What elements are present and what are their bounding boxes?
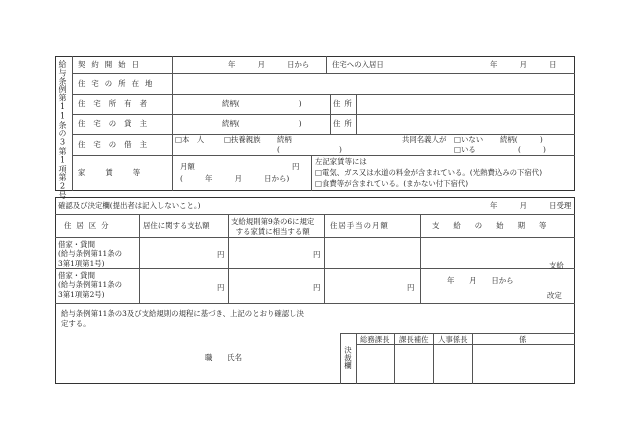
rent-period[interactable]: ( 年 月 日から)	[180, 174, 290, 183]
header-housing-category: 住居区分	[64, 221, 114, 230]
contract-start-date[interactable]: 年 月 日から	[228, 60, 310, 69]
approver-general-affairs-chief: 総務課長	[360, 335, 390, 344]
decision-statement: 給与条例第11条の3及び支給規則の規程に基づき、上記のとおり確認し決 定する。	[61, 309, 304, 328]
approval-seal-cell-4[interactable]	[473, 345, 574, 383]
approval-seal-cell-1[interactable]	[357, 345, 393, 383]
address-label: 住宅の所在地	[78, 79, 159, 88]
row2-allowance-yen: 円	[407, 283, 415, 292]
row1-payment-yen: 円	[217, 250, 225, 259]
cotenant-label: 共同名義人が	[402, 135, 447, 144]
owner-address-label: 住所	[333, 99, 356, 108]
rent-yen: 円	[292, 162, 300, 171]
received-date[interactable]: 年 月 日受理	[490, 201, 572, 210]
meals-included-checkbox[interactable]: □食費等が含まれている。(まかない付下宿代)	[315, 179, 469, 188]
regulation-side-label: 給与条例第11条の3第1項第2号	[58, 60, 67, 200]
row1-category: 借家・貸間 (給与条例第11条の 3第1項第1号)	[58, 240, 123, 268]
row2-start-note: 改定	[547, 291, 562, 300]
contract-start-label: 契約開始日	[78, 60, 145, 69]
approval-column-label: 決裁欄	[343, 346, 353, 370]
borrower-self-checkbox[interactable]: □本 人	[175, 135, 205, 144]
confirm-title: 確認及び決定欄(提出者は記入しないこと。)	[58, 201, 201, 210]
row1-start-note: 支給	[549, 261, 564, 270]
lessor-relation[interactable]: 続柄( )	[222, 119, 302, 128]
borrower-relation-label: 続柄	[277, 135, 292, 144]
approver-assistant-manager: 課長補佐	[399, 335, 429, 344]
rent-label: 家賃等	[78, 168, 161, 177]
owner-label: 住宅所有者	[78, 99, 155, 108]
move-in-date[interactable]: 年 月 日	[490, 60, 557, 69]
row2-start-date[interactable]: 年 月 日から	[447, 276, 514, 285]
rent-includes-title: 左記家賃等には	[315, 157, 367, 166]
cotenant-exists-checkbox[interactable]: □いる	[454, 145, 476, 154]
approval-seal-cell-2[interactable]	[395, 345, 432, 383]
row2-payment-yen: 円	[217, 283, 225, 292]
official-title-name[interactable]: 職 氏名	[205, 353, 242, 362]
borrower-relation-field[interactable]: ( )	[277, 145, 342, 154]
owner-relation[interactable]: 続柄( )	[222, 99, 302, 108]
lessor-address-label: 住所	[333, 119, 356, 128]
header-start-date: 支給の始期等	[432, 221, 561, 230]
header-payment-amount: 居住に関する支払額	[143, 221, 210, 230]
header-monthly-allowance: 住居手当の月額	[330, 221, 389, 230]
row2-category: 借家・貸間 (給与条例第11条の 3第1項第2号)	[58, 271, 123, 299]
borrower-label: 住宅の借主	[78, 140, 155, 149]
utilities-included-checkbox[interactable]: □電気、ガス又は水道の料金が含まれている。(光熱費込みの下宿代)	[315, 168, 543, 177]
approver-staff: 係	[519, 335, 527, 344]
approver-personnel-chief: 人事係長	[438, 335, 468, 344]
borrower-dependent-checkbox[interactable]: □扶養親族	[224, 135, 261, 144]
cotenant-none-checkbox[interactable]: □いない	[454, 135, 484, 144]
row2-equivalent-yen: 円	[313, 283, 321, 292]
approval-seal-cell-3[interactable]	[434, 345, 471, 383]
row1-equivalent-yen: 円	[313, 250, 321, 259]
rent-monthly-label: 月額	[180, 162, 195, 171]
cotenant-relation-field[interactable]: 続柄( )	[500, 135, 543, 144]
cotenant-relation-field-2[interactable]: ( )	[518, 145, 546, 154]
move-in-label: 住宅への入居日	[332, 60, 384, 69]
header-equivalent-rent: 支給規則第9条の6に規定 する家賃に相当する額	[231, 217, 315, 236]
lessor-label: 住宅の貸主	[78, 119, 155, 128]
